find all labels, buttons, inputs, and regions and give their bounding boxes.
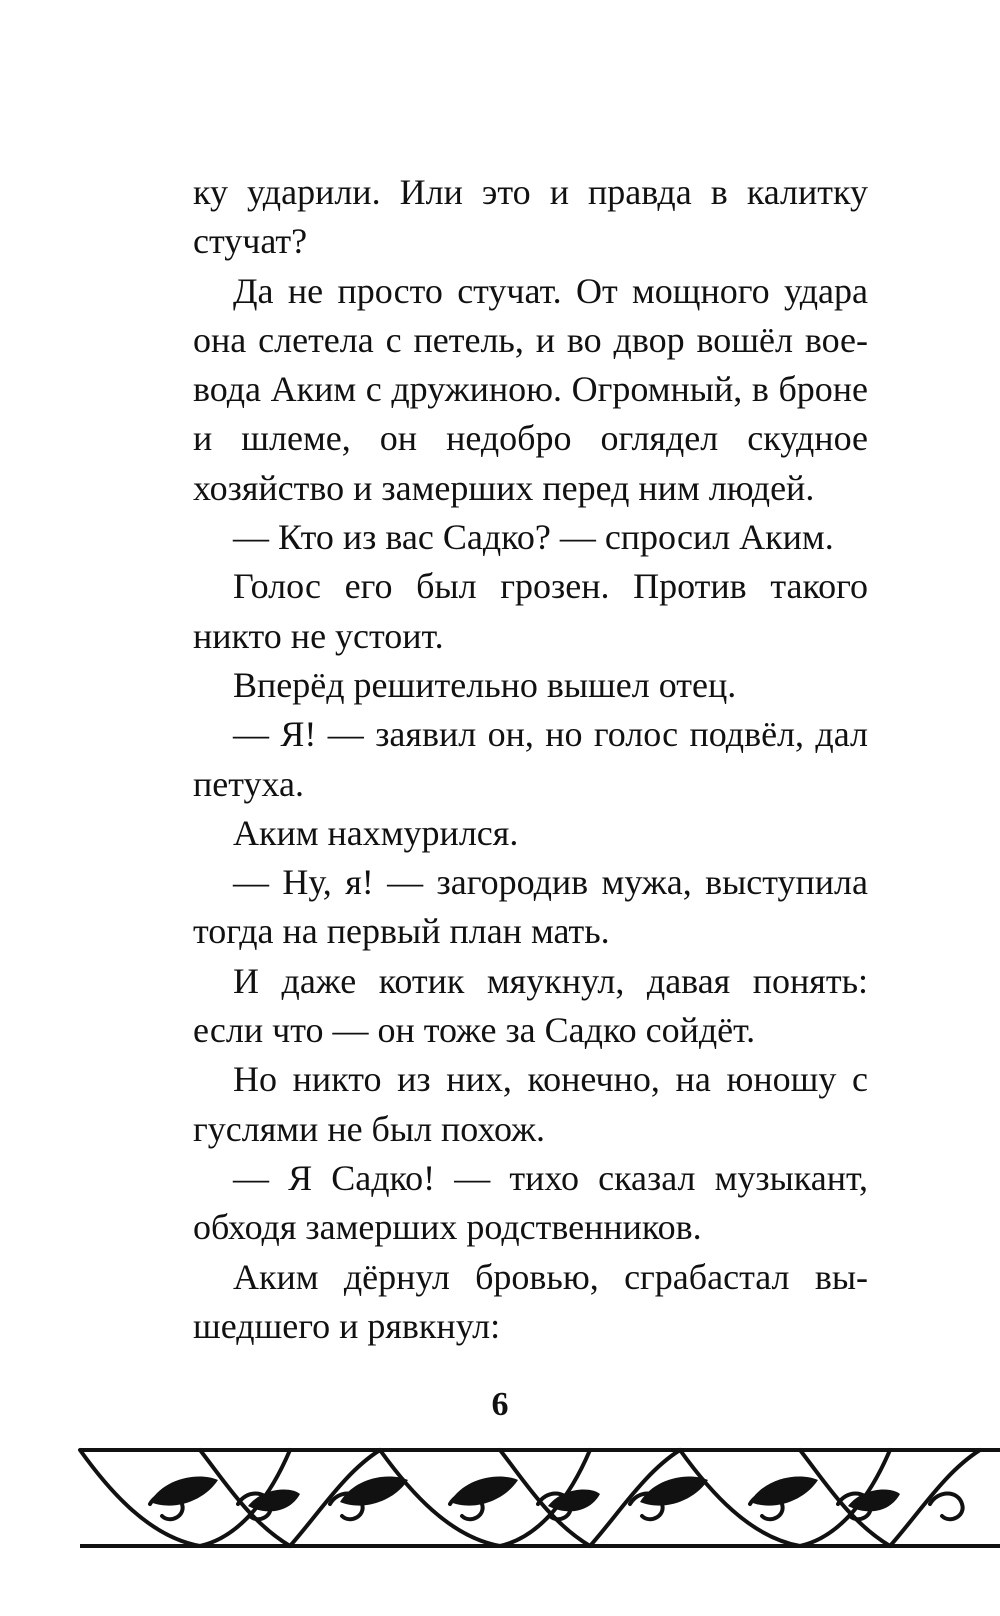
paragraph: — Кто из вас Садко? — спросил Аким. <box>233 517 834 558</box>
paragraph: — Я Садко! — тихо сказал музыкант, обходя замерших родственников. <box>193 1157 868 1248</box>
paragraph: Голос его был грозен. Против такого никто не устоит. <box>193 566 868 656</box>
paragraph: Вперёд решительно вышел отец. <box>233 664 737 705</box>
paragraph: Но никто из них, конечно, на юношу с гуслями не был похож. <box>193 1059 868 1149</box>
paragraph: — Я! — заявил он, но голос подвёл, дал петуха. <box>193 714 868 804</box>
paragraph: ку ударили. Или это и правда в калитку стучат? <box>193 172 868 262</box>
paragraph: Аким нахмурился. <box>233 812 519 853</box>
paragraph: И даже котик мяукнул, давая понять: если что — он тоже за Садко сойдёт. <box>193 960 868 1051</box>
paragraph: Да не просто стучат. От мощного удара она слетела с петель, и во двор вошёл воевода Аким с дружиною. Огромный, в броне и шлеме, он недобро оглядел скудное хозяйство и замерших перед ним людей. <box>193 270 868 508</box>
body-text <box>193 168 868 1351</box>
page-number: 6 <box>491 1386 509 1423</box>
vine-border-ornament-icon <box>0 1442 1000 1554</box>
paragraph: Аким дёрнул бровью, сграбастал вышедшего и рявкнул: <box>193 1256 868 1346</box>
paragraph: — Ну, я! — загородив мужа, выступила тогда на первый план мать. <box>193 862 868 952</box>
